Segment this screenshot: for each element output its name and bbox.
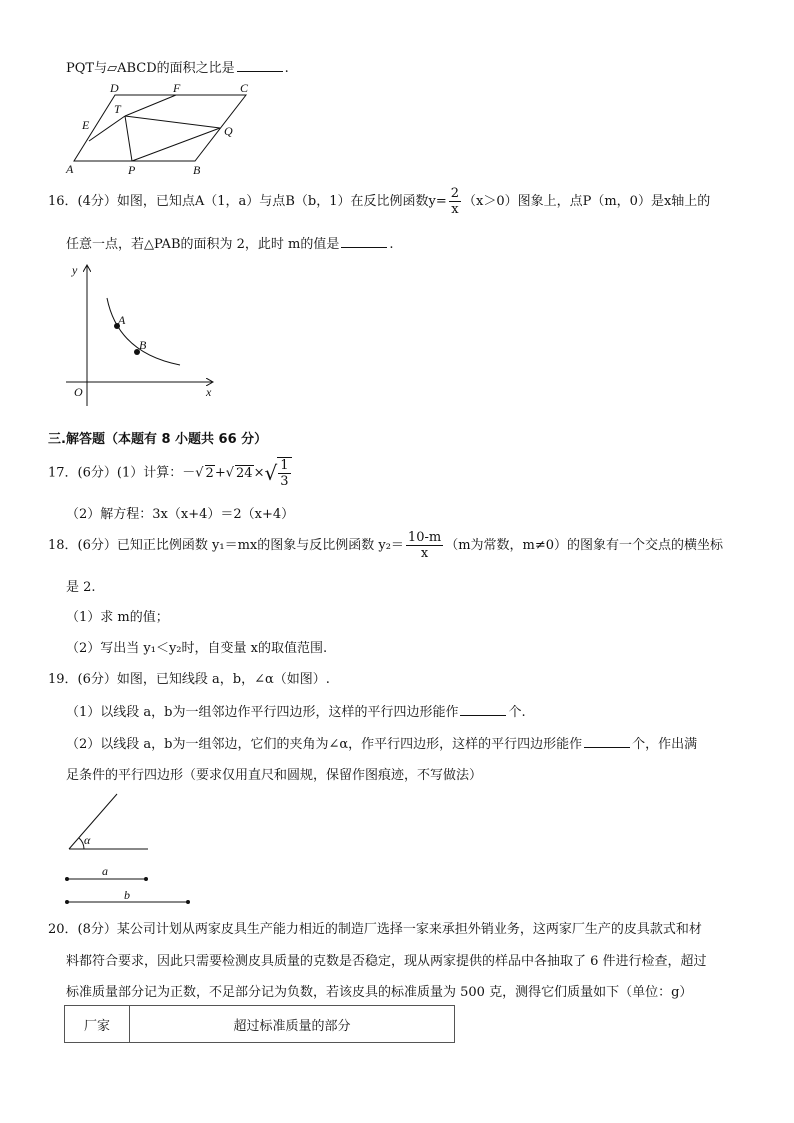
q16-line2-text: 任意一点，若△PAB的面积为 2，此时 m的值是 bbox=[66, 237, 340, 252]
label-t: T bbox=[114, 102, 121, 116]
radicand-3-fraction bbox=[277, 457, 291, 489]
segment-b-start bbox=[65, 900, 69, 904]
q16-frac-den: x bbox=[451, 202, 459, 217]
label-d: D bbox=[110, 81, 119, 95]
q19-sub2-end: 个，作出满 bbox=[632, 737, 698, 752]
segment-tp bbox=[125, 116, 132, 161]
q16-part-b: A（1，a）与点 bbox=[194, 194, 286, 209]
q20-line3: 标准质量部分记为正数，不足部分记为负数，若该皮具的标准质量为 500 克，测得它们质量如下（单位：g） bbox=[66, 985, 693, 1000]
q18-sub1: （1）求 m的值； bbox=[66, 610, 169, 625]
radicand-1: 2 bbox=[205, 465, 214, 481]
label-alpha: α bbox=[84, 833, 91, 847]
label-f: F bbox=[173, 81, 181, 95]
q20-table bbox=[64, 1005, 455, 1043]
parallelogram-figure bbox=[60, 78, 260, 178]
plus-sign: + bbox=[214, 465, 226, 481]
q19-line1: 19．(6分）如图，已知线段 a，b，∠α（如图）. bbox=[48, 672, 330, 687]
label-segment-a: a bbox=[102, 864, 108, 878]
table-header-row bbox=[65, 1006, 455, 1043]
q18-part-a: 18．(6分）已知正比例函数 y₁＝mx的图象与反比例函数 y₂＝ bbox=[48, 538, 404, 553]
q18-sub2: （2）写出当 y₁＜y₂时，自变量 x的取值范围. bbox=[66, 641, 328, 656]
q19-sub1-text: （1）以线段 a，b为一组邻边作平行四边形，这样的平行四边形能作 bbox=[66, 705, 459, 720]
segment-a-end bbox=[144, 877, 148, 881]
q16-part-c: B（b，1）在反比例函数 bbox=[285, 194, 429, 209]
times-sign: × bbox=[253, 465, 265, 481]
q19-sub2-cont: 足条件的平行四边形（要求仅用直尺和圆规，保留作图痕迹，不写做法） bbox=[66, 768, 483, 783]
radical-sign-3: √ bbox=[264, 461, 278, 485]
hyperbola-graph bbox=[60, 258, 230, 408]
q17-part2: （2）解方程：3x（x+4）＝2（x+4） bbox=[66, 507, 295, 522]
segment-tf bbox=[125, 95, 176, 116]
q18-frac-num: 10-m bbox=[407, 530, 442, 545]
q15-end: . bbox=[284, 61, 289, 76]
radical-sign-2: √ bbox=[225, 465, 235, 481]
q16-part-a: 16．(4分）如图，已知点 bbox=[48, 194, 195, 209]
q18-part-b: （m为常数，m≠0）的图象有一个交点的横坐标 bbox=[445, 538, 724, 553]
label-c: C bbox=[240, 81, 249, 95]
q16-line2 bbox=[66, 233, 394, 252]
label-a: A bbox=[118, 313, 126, 327]
q18-frac-den: x bbox=[420, 546, 429, 561]
label-b: B bbox=[139, 338, 147, 352]
q16-fraction bbox=[449, 186, 461, 217]
label-segment-b: b bbox=[124, 888, 130, 902]
label-q: Q bbox=[224, 124, 233, 138]
section-title: 三.解答题（本题有 8 小题共 66 分） bbox=[48, 432, 268, 447]
q15-tail-line bbox=[66, 57, 289, 76]
angle-segments-figure bbox=[60, 790, 200, 905]
q16-end: . bbox=[389, 237, 394, 252]
q19-sub1-end: 个. bbox=[508, 705, 526, 720]
q15-answer-blank[interactable] bbox=[237, 59, 283, 72]
segment-a-start bbox=[65, 877, 69, 881]
q16-answer-blank[interactable] bbox=[341, 235, 387, 248]
q19-sub2-text: （2）以线段 a，b为一组邻边，它们的夹角为∠α，作平行四边形，这样的平行四边形能作 bbox=[66, 737, 583, 752]
segment-b-end bbox=[186, 900, 190, 904]
radicand-3-num: 1 bbox=[280, 458, 289, 473]
label-o: O bbox=[74, 385, 83, 399]
q16-cond: （x＞0）图象上，点 bbox=[463, 194, 583, 209]
label-p: P bbox=[128, 163, 136, 177]
label-x: x bbox=[206, 385, 212, 399]
table-header-factory: 厂家 bbox=[65, 1006, 130, 1043]
q18-line2: 是 2. bbox=[66, 580, 96, 595]
q18-line1 bbox=[48, 530, 723, 561]
q16-part-d: P（m，0）是 bbox=[582, 194, 664, 209]
q19-sub1 bbox=[66, 701, 526, 720]
label-e: E bbox=[82, 118, 90, 132]
q16-frac-num: 2 bbox=[450, 186, 459, 201]
q16-part-e: x轴上的 bbox=[663, 194, 711, 209]
radicand-2: 24 bbox=[236, 465, 253, 481]
q17-lead: 17．(6分）(1）计算：－ bbox=[48, 465, 196, 481]
q19-sub1-blank[interactable] bbox=[460, 703, 506, 716]
hyperbola-curve bbox=[107, 298, 180, 365]
q19-sub2 bbox=[66, 733, 697, 752]
q16-func-lhs: y= bbox=[428, 194, 447, 209]
q18-fraction bbox=[406, 530, 443, 561]
q20-line1: 20．(8分）某公司计划从两家皮具生产能力相近的制造厂选择一家来承担外销业务，这两家厂生产的皮具款式和材 bbox=[48, 922, 702, 937]
q19-sub2-blank[interactable] bbox=[584, 735, 630, 748]
radical-sign-1: √ bbox=[195, 465, 204, 481]
table-header-excess: 超过标准质量的部分 bbox=[130, 1006, 455, 1043]
q15-text: PQT与▱ABCD的面积之比是 bbox=[66, 61, 235, 76]
segment-pq bbox=[132, 128, 220, 161]
angle-side-ray bbox=[69, 794, 117, 849]
q17-line1 bbox=[48, 457, 294, 489]
radicand-3-den: 3 bbox=[280, 474, 289, 489]
segment-tq bbox=[125, 116, 220, 128]
q16-line1 bbox=[48, 186, 710, 217]
parallelogram-abcd bbox=[74, 95, 246, 161]
label-a: A bbox=[66, 162, 74, 176]
label-y: y bbox=[72, 263, 78, 277]
label-b: B bbox=[193, 163, 201, 177]
q20-line2: 料都符合要求，因此只需要检测皮具质量的克数是否稳定，现从两家提供的样品中各抽取了 6 件进行检查，超过 bbox=[66, 954, 707, 969]
